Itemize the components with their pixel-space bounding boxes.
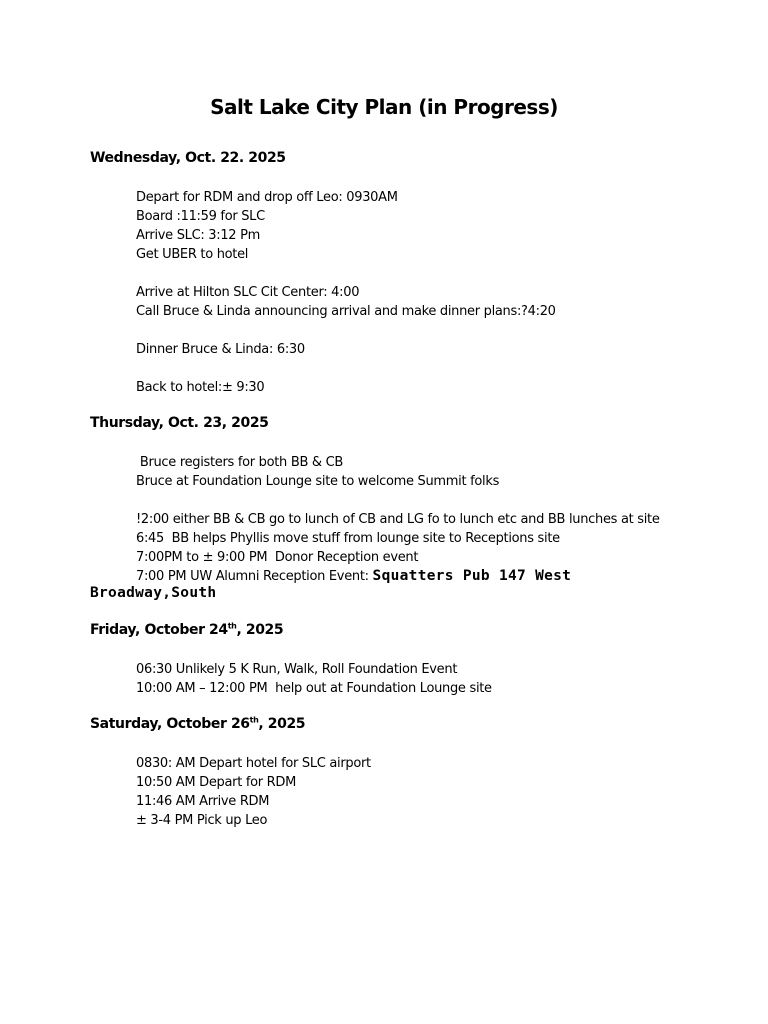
schedule-line: Board :11:59 for SLC xyxy=(136,209,265,224)
heading-text: Friday, October 24 xyxy=(90,622,228,638)
schedule-line: 6:45 BB helps Phyllis move stuff from lounge site to Receptions site xyxy=(136,531,560,546)
heading-year: , 2025 xyxy=(258,716,306,732)
schedule-line: ± 3-4 PM Pick up Leo xyxy=(136,813,268,828)
schedule-line: Call Bruce & Linda announcing arrival and make dinner plans:?4:20 xyxy=(136,304,556,319)
schedule-line: 7:00PM to ± 9:00 PM Donor Reception event xyxy=(136,550,419,565)
venue-name: Squatters Pub 147 West xyxy=(372,568,572,584)
schedule-line: Depart for RDM and drop off Leo: 0930AM xyxy=(136,190,398,205)
schedule-line: 0830: AM Depart hotel for SLC airport xyxy=(136,756,371,771)
heading-text: Saturday, October 26 xyxy=(90,716,250,732)
schedule-line: 06:30 Unlikely 5 K Run, Walk, Roll Foundation Event xyxy=(136,662,458,677)
schedule-line-text: 7:00 PM UW Alumni Reception Event: xyxy=(136,569,373,584)
page-title: Salt Lake City Plan (in Progress) xyxy=(210,95,558,119)
venue-name-continued: Broadway,South xyxy=(90,585,217,601)
day-heading-thursday: Thursday, Oct. 23, 2025 xyxy=(90,415,269,431)
schedule-line: 10:00 AM – 12:00 PM help out at Foundation Lounge site xyxy=(136,681,492,696)
schedule-line: Arrive SLC: 3:12 Pm xyxy=(136,228,261,243)
schedule-line: 10:50 AM Depart for RDM xyxy=(136,775,297,790)
schedule-line: Bruce at Foundation Lounge site to welcome Summit folks xyxy=(136,474,500,489)
heading-year: , 2025 xyxy=(236,622,284,638)
schedule-line: !2:00 either BB & CB go to lunch of CB and LG fo to lunch etc and BB lunches at site xyxy=(136,512,660,527)
day-heading-friday xyxy=(90,622,283,638)
day-heading-saturday xyxy=(90,716,305,732)
schedule-line-venue xyxy=(136,567,571,586)
schedule-line: Bruce registers for both BB & CB xyxy=(136,455,343,470)
schedule-line: Arrive at Hilton SLC Cit Center: 4:00 xyxy=(136,285,360,300)
day-heading-wednesday: Wednesday, Oct. 22. 2025 xyxy=(90,150,286,166)
schedule-line: Get UBER to hotel xyxy=(136,247,249,262)
schedule-line: Dinner Bruce & Linda: 6:30 xyxy=(136,342,305,357)
ordinal-suffix: th xyxy=(249,715,259,725)
schedule-line: Back to hotel:± 9:30 xyxy=(136,380,265,395)
schedule-line: 11:46 AM Arrive RDM xyxy=(136,794,270,809)
ordinal-suffix: th xyxy=(227,621,237,631)
